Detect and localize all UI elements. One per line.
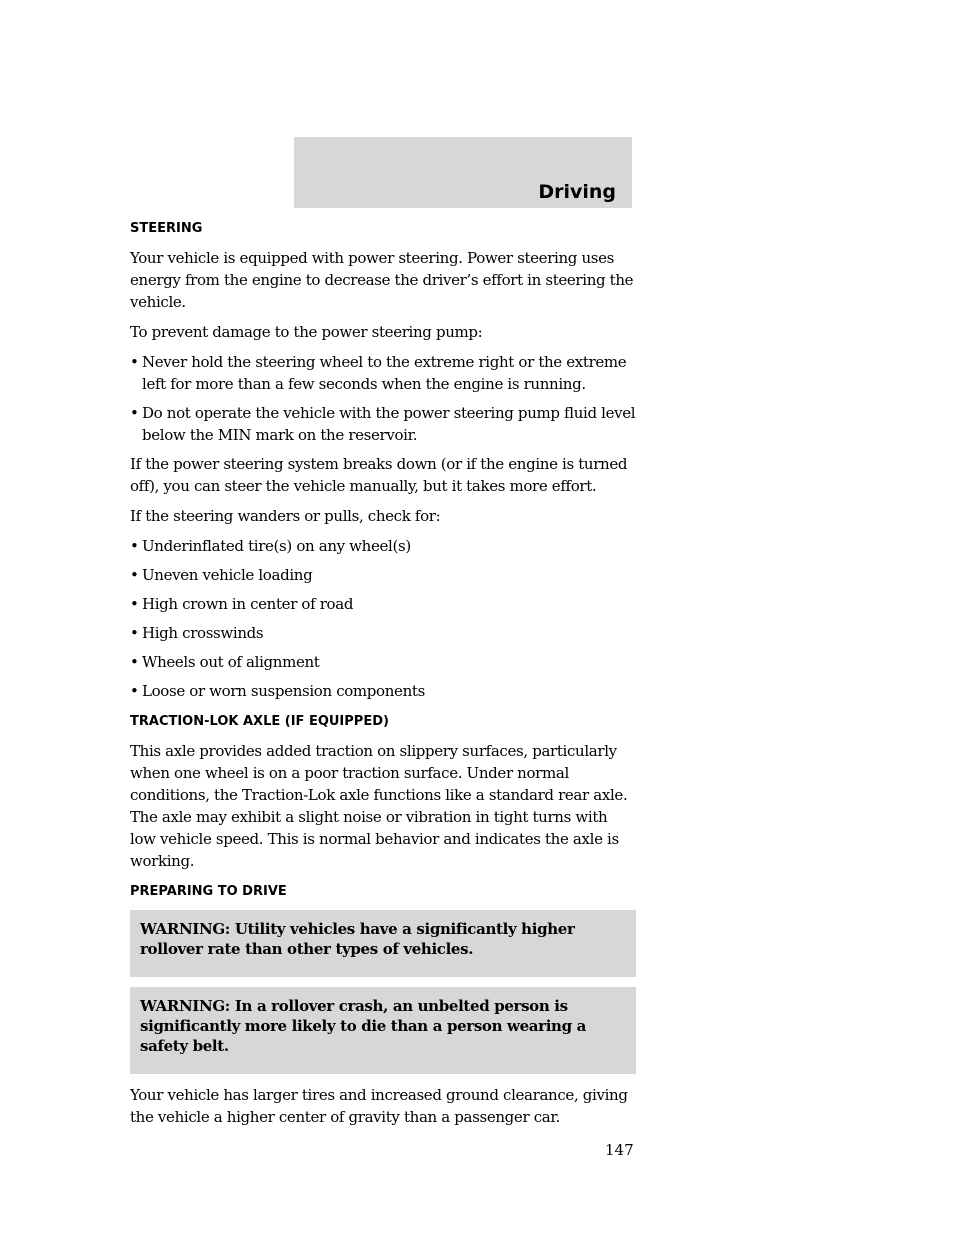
preparing-to-drive-text: Your vehicle has larger tires and increased ground clearance, giving the vehicle a higher center of gravity than a passenger car. <box>130 1086 628 1126</box>
list-item <box>130 593 636 615</box>
list-item-text: High crosswinds <box>142 624 264 642</box>
list-item <box>130 651 636 673</box>
bullet-icon: • <box>130 682 139 700</box>
bullet-icon: • <box>130 595 139 613</box>
warning-box: WARNING: In a rollover crash, an unbelted person is significantly more likely to die than a person wearing a safety belt. <box>130 987 636 1074</box>
list-item-text: Uneven vehicle loading <box>142 566 313 584</box>
prevent-damage-intro: To prevent damage to the power steering pump: <box>130 323 483 341</box>
section-title: Driving <box>538 181 616 203</box>
bullet-icon: • <box>130 566 139 584</box>
page-content <box>130 221 636 1136</box>
warning-box: WARNING: Utility vehicles have a significantly higher rollover rate than other types of vehicles. <box>130 910 636 977</box>
section-header <box>294 137 632 208</box>
list-item-text: High crown in center of road <box>142 595 354 613</box>
steering-breakdown-text: If the power steering system breaks down (or if the engine is turned off), you can steer the vehicle manually, but it takes more effort. <box>130 455 628 495</box>
bullet-icon: • <box>130 624 139 642</box>
bullet-icon: • <box>130 353 139 371</box>
preparing-to-drive-heading: PREPARING TO DRIVE <box>130 884 287 899</box>
bullet-icon: • <box>130 404 139 422</box>
bullet-icon: • <box>130 537 139 555</box>
steering-heading: STEERING <box>130 221 203 236</box>
list-item <box>130 564 636 586</box>
list-item-text: Underinflated tire(s) on any wheel(s) <box>142 537 411 555</box>
page-number: 147 <box>605 1141 634 1159</box>
list-item <box>130 622 636 644</box>
list-item <box>130 402 636 446</box>
list-item-text: Never hold the steering wheel to the extreme right or the extreme left for more than a few seconds when the engine is running. <box>142 353 627 393</box>
list-item <box>130 351 636 395</box>
steering-wander-intro: If the steering wanders or pulls, check for: <box>130 507 441 525</box>
traction-lok-heading: TRACTION-LOK AXLE (IF EQUIPPED) <box>130 714 389 729</box>
steering-intro: Your vehicle is equipped with power steering. Power steering uses energy from the engine to decrease the driver’s effort in steering the vehicle. <box>130 249 634 311</box>
list-item-text: Loose or worn suspension components <box>142 682 425 700</box>
bullet-icon: • <box>130 653 139 671</box>
list-item-text: Wheels out of alignment <box>142 653 320 671</box>
traction-lok-text: This axle provides added traction on slippery surfaces, particularly when one wheel is on a poor traction surface. Under normal conditions, the Traction-Lok axle functions like a standard rear axle. The axle may exhibit a slight noise or vibration in tight turns with low vehicle speed. This is normal behavior and indicates the axle is working. <box>130 742 628 870</box>
list-item-text: Do not operate the vehicle with the power steering pump fluid level below the MIN mark on the reservoir. <box>142 404 636 444</box>
list-item <box>130 680 636 702</box>
list-item <box>130 535 636 557</box>
